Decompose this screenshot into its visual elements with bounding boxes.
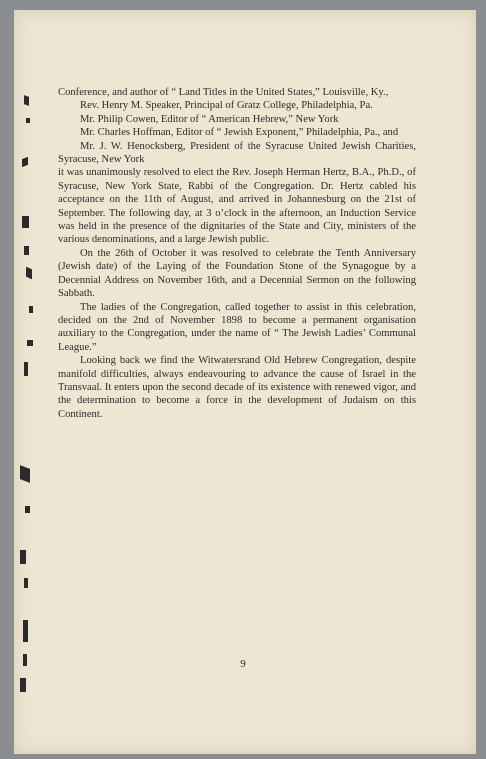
paragraph-speaker: Rev. Henry M. Speaker, Principal of Gratz College, Philadelphia, Pa. xyxy=(80,100,373,112)
paragraph-hoffman: Mr. Charles Hoffman, Editor of “ Jewish Exponent,” Philadelphia, Pa., and xyxy=(80,127,399,139)
body-text xyxy=(58,86,416,421)
paragraph-continuation: Conference, and author of “ Land Titles in the United States,” Louisville, Ky., xyxy=(58,87,389,98)
paragraph-henocksberg: Mr. J. W. Henocksberg, President of the Syracuse United Jewish Charities, Syracuse, New York xyxy=(58,140,416,166)
page-number: 9 xyxy=(240,658,246,670)
paragraph-ladies: The ladies of the Congregation, called together to assist in this celebration, decided on the 2nd of November 1898 to become a permanent organisation auxiliary to the Congregation, under the name of “ The Jewish Ladies’ Communal League.” xyxy=(58,301,416,353)
paragraph-cowen: Mr. Philip Cowen, Editor of “ American Hebrew,” New York xyxy=(80,113,339,125)
paragraph-looking-back: Looking back we find the Witwatersrand Old Hebrew Congregation, despite manifold difficulties, always endeavouring to advance the cause of Israel in the Transvaal. It enters upon the second decade of its existence with renewed vigor, and the determination to become a force in the development of Judaism on this Continent. xyxy=(58,355,416,420)
paragraph-anniversary: On the 26th of October it was resolved to celebrate the Tenth Anniversary (Jewish date) of the Laying of the Foundation Stone of the Synagogue by a Decennial Address on November 16th, and a Decennial Sermon on the following Sabbath. xyxy=(58,247,416,300)
paragraph-resolution: it was unanimously resolved to elect the Rev. Joseph Herman Hertz, B.A., Ph.D., of Syracuse, New York State, Rabbi of the Congregation. Dr. Hertz cabled his acceptance on the 11th of August, and arrived in Johannesburg on the 21st of September. The following day, at 3 o’clock in the afternoon, an Induction Service was held in the presence of the dignitaries of the State and City, ministers of the various denominations, and a large Jewish public. xyxy=(58,167,416,246)
